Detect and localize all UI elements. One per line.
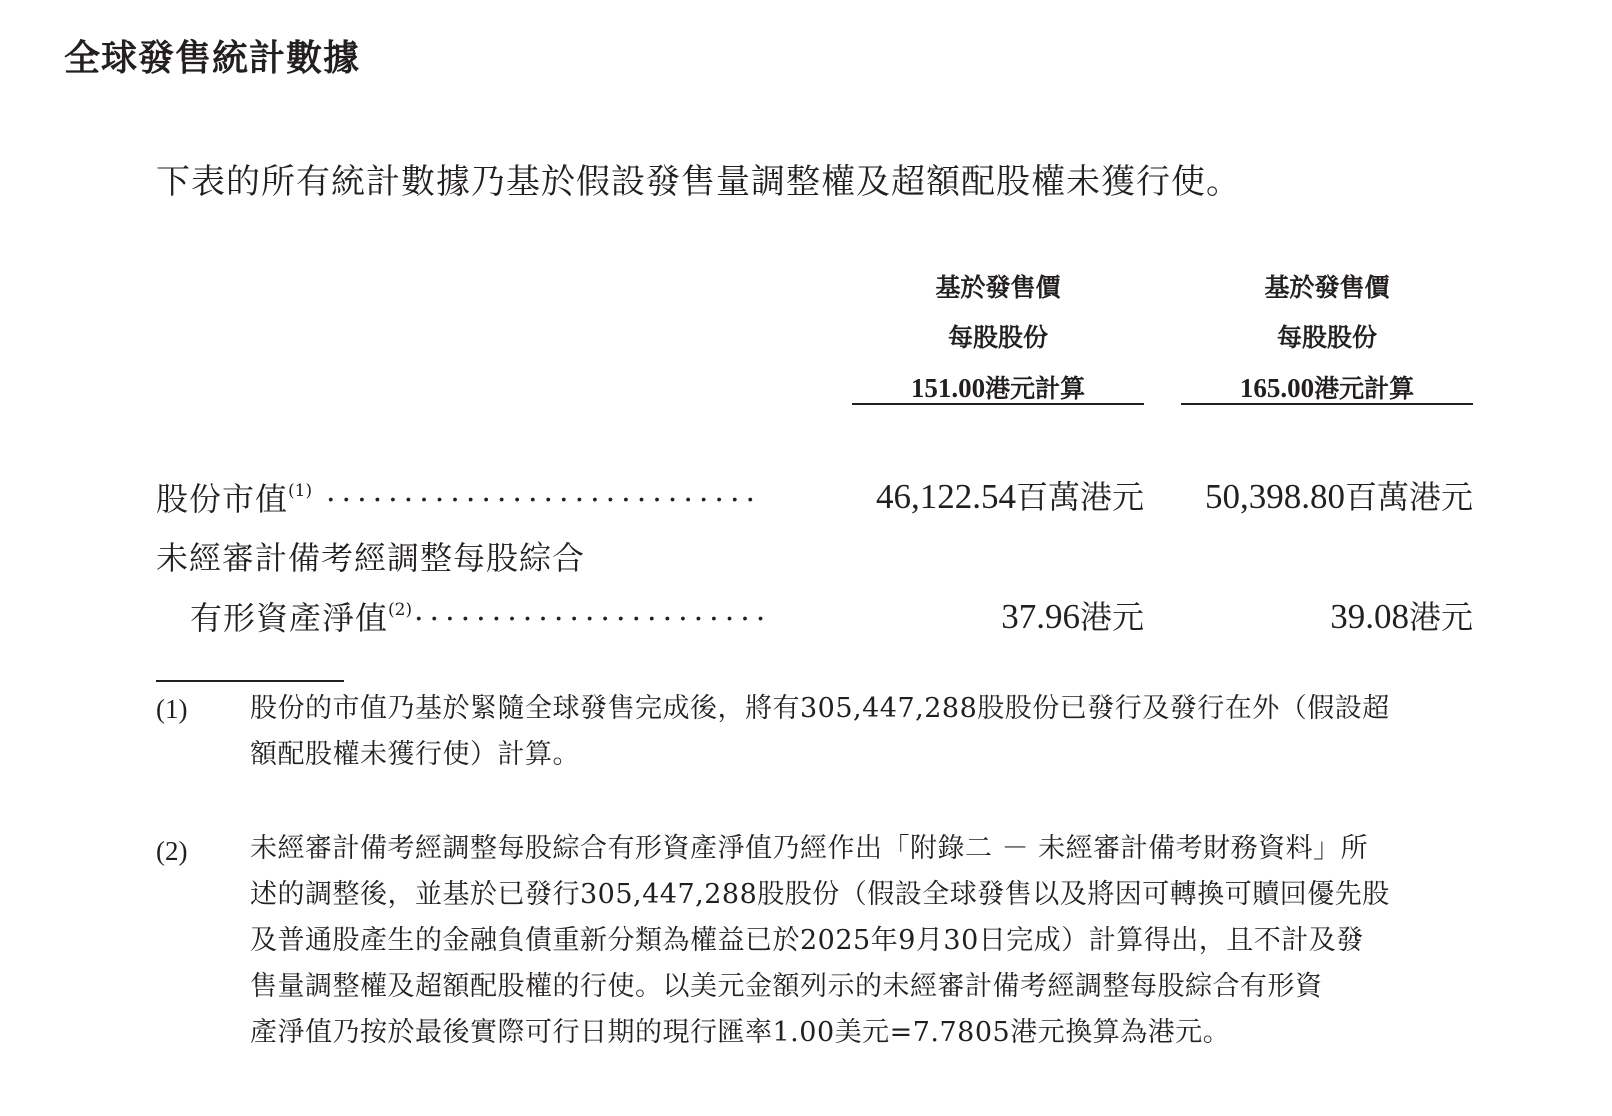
nta-value-1: 37.96港元: [1001, 597, 1144, 636]
column-header-line2: 每股股份: [947, 323, 1048, 352]
column-header-2: [1181, 263, 1473, 414]
footnote-1: [250, 686, 1474, 778]
leader-dots: ............................: [326, 474, 762, 509]
row-label-nta-line2: 有形資產淨值$^{(2)}$: [190, 599, 413, 637]
row-label-nta-line1: 未經審計備考經調整每股綜合: [156, 539, 586, 577]
footnote-line: 述的調整後，並基於已發行305,447,288股股份（假設全球發售以及將因可轉換可贖回優先股: [250, 879, 1390, 910]
footnote-2: [250, 826, 1474, 1056]
footnote-line: 未經審計備考經調整每股綜合有形資產淨值乃經作出「附錄二 － 未經審計備考財務資料」所: [250, 833, 1369, 864]
column-header-price: 165.00港元計算: [1239, 373, 1415, 403]
page-title: 全球發售統計數據: [64, 38, 361, 79]
nta-value-2: 39.08港元: [1330, 597, 1473, 636]
column-header-line1: 基於發售價: [1264, 273, 1390, 302]
column-header-line2: 每股股份: [1276, 323, 1377, 352]
column-header-line1: 基於發售價: [935, 273, 1061, 302]
column-header-rule: [852, 403, 1144, 405]
column-header-price: 151.00港元計算: [910, 373, 1086, 403]
footnote-line: 額配股權未獲行使）計算。: [250, 739, 580, 770]
column-header-rule: [1181, 403, 1473, 405]
market-cap-value-1: 46,122.54百萬港元: [875, 477, 1144, 516]
footnote-marker-1: (1): [156, 694, 188, 724]
footnote-line: 及普通股產生的金融負債重新分類為權益已於2025年9月30日完成）計算得出，且不計及發: [250, 925, 1364, 956]
column-header-1: [852, 263, 1144, 414]
footnote-ref: (1): [288, 481, 313, 501]
market-cap-value-2: 50,398.80百萬港元: [1204, 477, 1473, 516]
footnote-marker-2: (2): [156, 836, 188, 866]
footnote-line: 產淨值乃按於最後實際可行日期的現行匯率1.00美元=7.7805港元換算為港元。: [250, 1017, 1231, 1048]
footnote-line: 售量調整權及超額配股權的行使。以美元金額列示的未經審計備考經調整每股綜合有形資: [250, 971, 1323, 1002]
row-label-market-cap: 股份市值$^{(1)}$: [156, 480, 313, 518]
footnote-rule: [156, 680, 344, 682]
footnote-line: 股份的市值乃基於緊隨全球發售完成後，將有305,447,288股股份已發行及發行在外（假設超: [250, 693, 1390, 724]
footnote-ref: (2): [388, 600, 413, 620]
intro-text: 下表的所有統計數據乃基於假設發售量調整權及超額配股權未獲行使。: [156, 162, 1241, 202]
leader-dots: .......................: [414, 593, 772, 628]
